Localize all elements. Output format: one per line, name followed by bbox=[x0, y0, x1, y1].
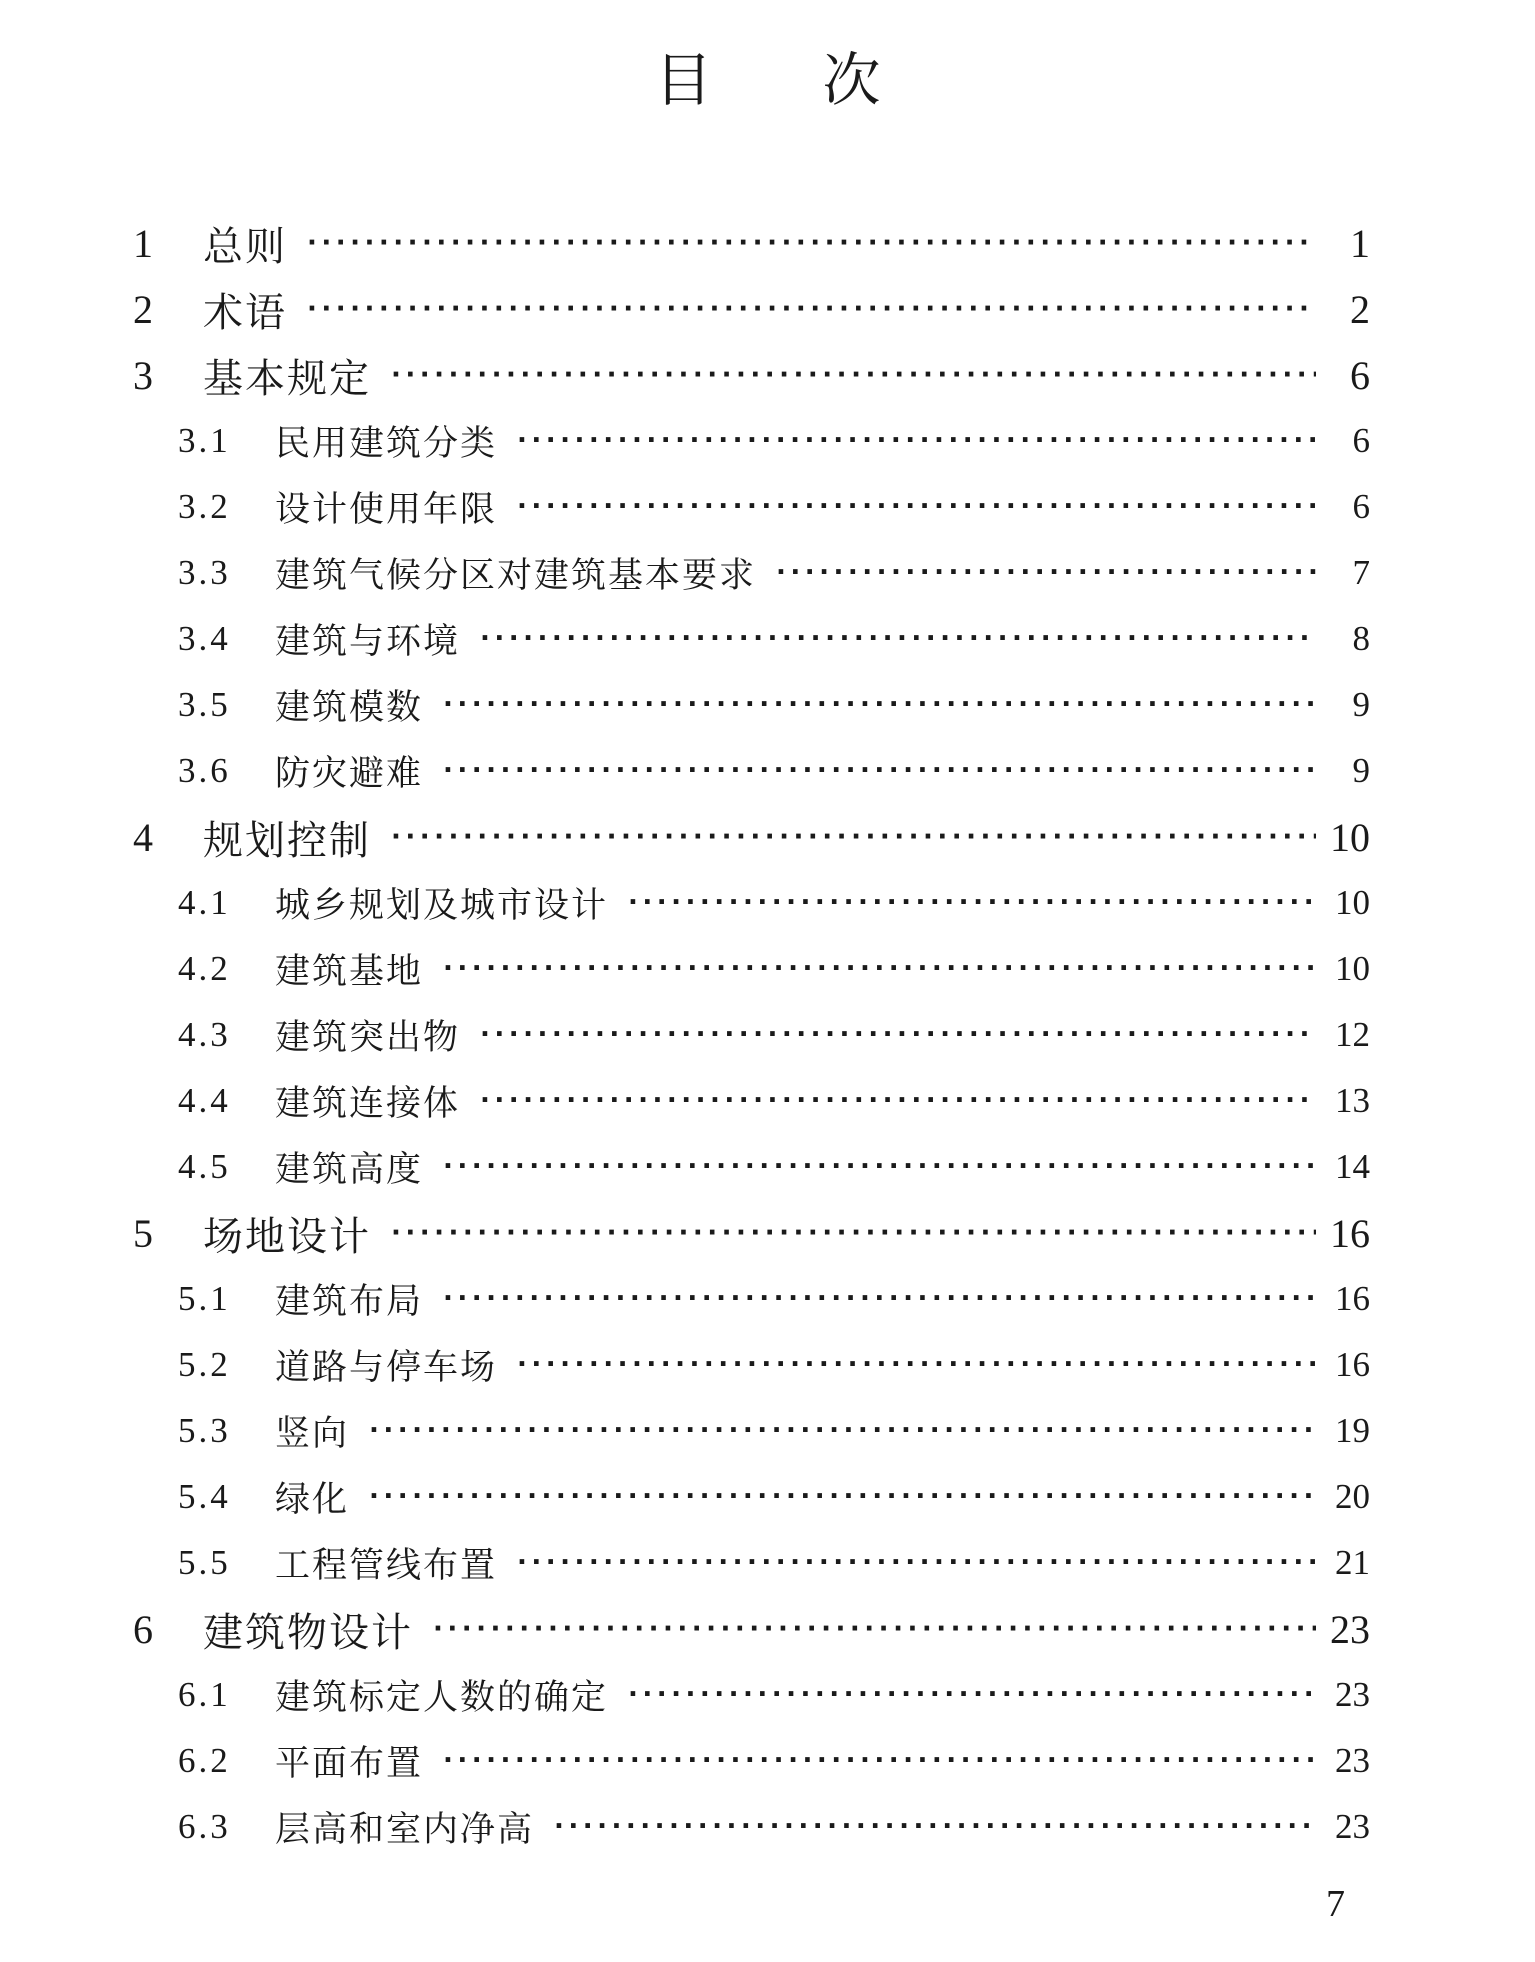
toc-entry-number: 1 bbox=[133, 220, 153, 266]
toc-entry-title: 规划控制 bbox=[203, 817, 371, 864]
toc-entry-title: 平面布置 bbox=[275, 1744, 424, 1784]
toc-section-entry[interactable] bbox=[0, 1728, 1535, 1794]
toc-section-entry[interactable] bbox=[0, 1002, 1535, 1068]
toc-entry-page: 10 bbox=[1335, 883, 1370, 922]
toc-entry-page: 23 bbox=[1335, 1741, 1370, 1780]
dot-leader bbox=[391, 1213, 1316, 1253]
dot-leader bbox=[480, 1084, 1316, 1119]
toc-section-entry[interactable] bbox=[0, 936, 1535, 1002]
toc-section-entry[interactable] bbox=[0, 1662, 1535, 1728]
toc-entry-number: 6 bbox=[133, 1606, 153, 1652]
toc-entry-title: 术语 bbox=[203, 289, 287, 336]
toc-section-entry[interactable] bbox=[0, 1464, 1535, 1530]
toc-entry-title: 建筑与环境 bbox=[275, 622, 461, 662]
toc-chapter-entry[interactable] bbox=[0, 342, 1535, 408]
toc-entry-page: 7 bbox=[1352, 553, 1370, 592]
toc-entry-title: 建筑模数 bbox=[275, 688, 424, 728]
toc-chapter-entry[interactable] bbox=[0, 804, 1535, 870]
toc-entry-page: 13 bbox=[1335, 1081, 1370, 1120]
toc-section-entry[interactable] bbox=[0, 1530, 1535, 1596]
dot-leader bbox=[369, 1480, 1316, 1515]
toc-section-entry[interactable] bbox=[0, 474, 1535, 540]
toc-section-entry[interactable] bbox=[0, 408, 1535, 474]
dot-leader bbox=[554, 1810, 1316, 1845]
toc-entry-page: 6 bbox=[1352, 421, 1370, 460]
toc-entry-page: 9 bbox=[1352, 751, 1370, 790]
dot-leader bbox=[443, 1744, 1316, 1779]
toc-entry-page: 21 bbox=[1335, 1543, 1370, 1582]
toc-entry-page: 20 bbox=[1335, 1477, 1370, 1516]
toc-entry-page: 8 bbox=[1352, 619, 1370, 658]
toc-entry-title: 建筑物设计 bbox=[203, 1609, 413, 1656]
toc-entry-page: 12 bbox=[1335, 1015, 1370, 1054]
dot-leader bbox=[433, 1609, 1316, 1649]
toc-entry-page: 9 bbox=[1352, 685, 1370, 724]
toc-entry-page: 19 bbox=[1335, 1411, 1370, 1450]
dot-leader bbox=[391, 817, 1316, 857]
toc-entry-number: 5.4 bbox=[178, 1477, 231, 1516]
toc-entry-number: 3 bbox=[133, 352, 153, 398]
toc-section-entry[interactable] bbox=[0, 1068, 1535, 1134]
toc-entry-number: 4 bbox=[133, 814, 153, 860]
page-title: 目次 bbox=[654, 46, 991, 114]
toc-section-entry[interactable] bbox=[0, 1794, 1535, 1860]
toc-section-entry[interactable] bbox=[0, 1398, 1535, 1464]
toc-entry-number: 6.2 bbox=[178, 1741, 231, 1780]
dot-leader bbox=[517, 1348, 1316, 1383]
toc-chapter-entry[interactable] bbox=[0, 1200, 1535, 1266]
toc-entry-title: 场地设计 bbox=[203, 1213, 371, 1260]
toc-entry-page: 10 bbox=[1335, 949, 1370, 988]
toc-entry-number: 4.3 bbox=[178, 1015, 231, 1054]
toc-entry-title: 道路与停车场 bbox=[275, 1348, 498, 1388]
toc-entry-title: 基本规定 bbox=[203, 355, 371, 402]
page-number: 7 bbox=[1326, 1883, 1345, 1925]
toc-entry-number: 4.4 bbox=[178, 1081, 231, 1120]
toc-entry-number: 4.1 bbox=[178, 883, 231, 922]
toc-entry-page: 16 bbox=[1330, 1210, 1370, 1256]
toc-entry-number: 5.1 bbox=[178, 1279, 231, 1318]
toc-entry-title: 竖向 bbox=[275, 1414, 350, 1454]
toc-section-entry[interactable] bbox=[0, 606, 1535, 672]
toc-entry-title: 设计使用年限 bbox=[275, 490, 498, 530]
toc-entry-page: 23 bbox=[1335, 1807, 1370, 1846]
toc-entry-number: 5.2 bbox=[178, 1345, 231, 1384]
toc-entry-title: 建筑高度 bbox=[275, 1150, 424, 1190]
toc-section-entry[interactable] bbox=[0, 1134, 1535, 1200]
toc-entry-page: 23 bbox=[1335, 1675, 1370, 1714]
toc-entry-title: 总则 bbox=[203, 223, 287, 270]
toc-section-entry[interactable] bbox=[0, 540, 1535, 606]
toc-entry-title: 工程管线布置 bbox=[275, 1546, 498, 1586]
toc-section-entry[interactable] bbox=[0, 870, 1535, 936]
toc-entry-page: 23 bbox=[1330, 1606, 1370, 1652]
toc-entry-page: 6 bbox=[1350, 352, 1370, 398]
toc-entry-number: 5.3 bbox=[178, 1411, 231, 1450]
toc-chapter-entry[interactable] bbox=[0, 210, 1535, 276]
toc-entry-page: 1 bbox=[1350, 220, 1370, 266]
toc-entry-number: 3.5 bbox=[178, 685, 231, 724]
toc-entry-number: 5.5 bbox=[178, 1543, 231, 1582]
toc-entry-page: 16 bbox=[1335, 1345, 1370, 1384]
dot-leader bbox=[307, 223, 1316, 263]
dot-leader bbox=[369, 1414, 1316, 1449]
toc-entry-title: 建筑布局 bbox=[275, 1282, 424, 1322]
toc-chapter-entry[interactable] bbox=[0, 1596, 1535, 1662]
dot-leader bbox=[517, 490, 1316, 525]
dot-leader bbox=[776, 556, 1316, 591]
toc-entry-title: 建筑标定人数的确定 bbox=[275, 1678, 609, 1718]
toc-entry-page: 2 bbox=[1350, 286, 1370, 332]
toc-entry-title: 建筑气候分区对建筑基本要求 bbox=[275, 556, 757, 596]
toc-entry-number: 4.5 bbox=[178, 1147, 231, 1186]
toc-entry-title: 建筑基地 bbox=[275, 952, 424, 992]
toc-section-entry[interactable] bbox=[0, 672, 1535, 738]
dot-leader bbox=[480, 622, 1316, 657]
toc-entry-title: 层高和室内净高 bbox=[275, 1810, 535, 1850]
toc-chapter-entry[interactable] bbox=[0, 276, 1535, 342]
dot-leader bbox=[443, 688, 1316, 723]
toc-entry-number: 3.1 bbox=[178, 421, 231, 460]
toc-entry-number: 5 bbox=[133, 1210, 153, 1256]
toc-entry-number: 3.2 bbox=[178, 487, 231, 526]
toc-entry-title: 建筑突出物 bbox=[275, 1018, 461, 1058]
toc-section-entry[interactable] bbox=[0, 1266, 1535, 1332]
toc-entry-number: 6.1 bbox=[178, 1675, 231, 1714]
toc-section-entry[interactable] bbox=[0, 738, 1535, 804]
toc-entry-title: 建筑连接体 bbox=[275, 1084, 461, 1124]
dot-leader bbox=[391, 355, 1316, 395]
toc-entry-title: 城乡规划及城市设计 bbox=[275, 886, 609, 926]
table-of-contents bbox=[0, 210, 1535, 1860]
dot-leader bbox=[443, 1282, 1316, 1317]
toc-entry-title: 防灾避难 bbox=[275, 754, 424, 794]
dot-leader bbox=[443, 952, 1316, 987]
toc-entry-page: 14 bbox=[1335, 1147, 1370, 1186]
dot-leader bbox=[517, 424, 1316, 459]
dot-leader bbox=[480, 1018, 1316, 1053]
toc-section-entry[interactable] bbox=[0, 1332, 1535, 1398]
toc-entry-title: 民用建筑分类 bbox=[275, 424, 498, 464]
dot-leader bbox=[628, 886, 1316, 921]
toc-entry-number: 2 bbox=[133, 286, 153, 332]
toc-entry-number: 6.3 bbox=[178, 1807, 231, 1846]
toc-entry-number: 3.6 bbox=[178, 751, 231, 790]
dot-leader bbox=[628, 1678, 1316, 1713]
dot-leader bbox=[307, 289, 1316, 329]
dot-leader bbox=[443, 754, 1316, 789]
toc-entry-number: 3.4 bbox=[178, 619, 231, 658]
dot-leader bbox=[443, 1150, 1316, 1185]
toc-entry-page: 6 bbox=[1352, 487, 1370, 526]
toc-entry-page: 10 bbox=[1330, 814, 1370, 860]
toc-entry-number: 3.3 bbox=[178, 553, 231, 592]
toc-entry-number: 4.2 bbox=[178, 949, 231, 988]
dot-leader bbox=[517, 1546, 1316, 1581]
toc-entry-page: 16 bbox=[1335, 1279, 1370, 1318]
toc-entry-title: 绿化 bbox=[275, 1480, 350, 1520]
